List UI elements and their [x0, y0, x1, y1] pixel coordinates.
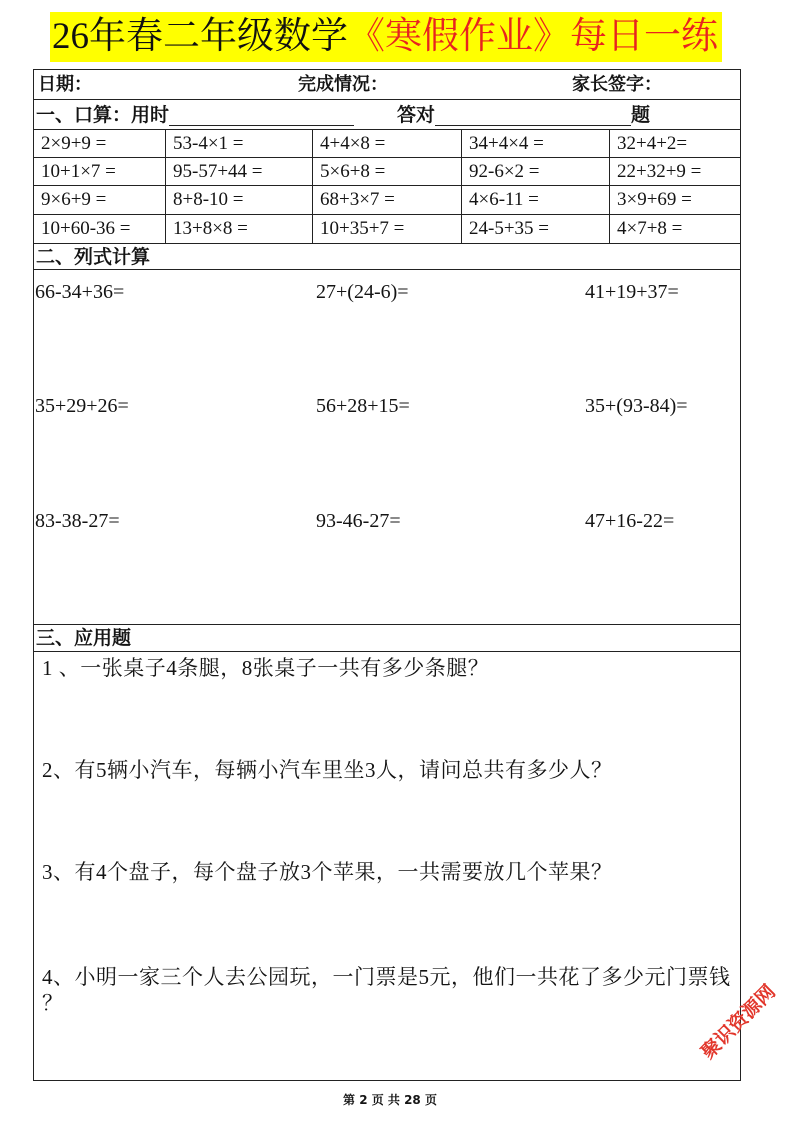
written-calc-problem: 93-46-27= — [316, 510, 401, 532]
written-calc-problem: 35+29+26= — [35, 395, 129, 417]
watermark-stamp: 聚识资源网 — [697, 980, 780, 1064]
oral-calc-row — [34, 215, 740, 244]
oral-calc-problem: 34+4×4 = — [462, 130, 610, 157]
word-problem — [42, 964, 731, 1016]
word-problems-heading: 三、应用题 — [36, 627, 132, 649]
oral-calc-problem: 32+4+2= — [617, 133, 688, 154]
oral-calc-problem: 10+1×7 = — [34, 158, 166, 185]
worksheet — [33, 69, 741, 1081]
word-problem-text: 3、有4个盘子，每个盘子放3个苹果，一共需要放几个苹果？ — [42, 860, 613, 884]
oral-calc-row — [34, 186, 740, 215]
oral-calc-row — [34, 130, 740, 158]
oral-calc-problem: 22+32+9 = — [617, 161, 702, 182]
word-problem-text: 1 、一张桌子4条腿，8张桌子一共有多少条腿？ — [42, 656, 490, 680]
oral-calc-problem: 4+4×8 = — [313, 130, 462, 157]
word-problem-text: 2、有5辆小汽车，每辆小汽车里坐3人，请问总共有多少人？ — [42, 758, 613, 782]
oral-calc-header — [34, 100, 740, 130]
parent-signature-label: 家长签字： — [572, 74, 662, 95]
written-calc-problem: 83-38-27= — [35, 510, 120, 532]
word-problems-area — [34, 652, 740, 1080]
written-calc-area — [34, 270, 740, 625]
info-row — [34, 70, 740, 100]
oral-calc-problem: 92-6×2 = — [462, 158, 610, 185]
written-calc-problem: 56+28+15= — [316, 395, 410, 417]
oral-calc-heading: 一、口算：用时 — [36, 104, 170, 126]
title-banner — [50, 12, 722, 62]
written-calc-problem: 41+19+37= — [585, 281, 679, 303]
oral-calc-problem: 4×7+8 = — [617, 218, 683, 239]
oral-calc-grid — [34, 130, 740, 244]
date-label: 日期： — [38, 74, 92, 95]
written-calc-problem: 35+(93-84)= — [585, 395, 688, 417]
oral-calc-problem: 9×6+9 = — [34, 186, 166, 214]
oral-calc-problem: 8+8-10 = — [166, 186, 313, 214]
oral-calc-problem: 95-57+44 = — [166, 158, 313, 185]
oral-calc-problem: 4×6-11 = — [462, 186, 610, 214]
written-calc-header — [34, 244, 740, 270]
completion-status-label: 完成情况： — [298, 74, 388, 95]
oral-calc-problem: 13+8×8 = — [166, 215, 313, 243]
written-calc-problem: 66-34+36= — [35, 281, 125, 303]
word-problem — [42, 859, 613, 885]
written-calc-problem: 27+(24-6)= — [316, 281, 409, 303]
oral-calc-problem: 3×9+69 = — [617, 189, 692, 210]
oral-calc-problem: 10+60-36 = — [34, 215, 166, 243]
word-problem-text-continued: ？ — [42, 991, 64, 1015]
title-homework-name: 《寒假作业》每日一练 — [348, 16, 718, 57]
question-unit-label: 题 — [631, 104, 651, 126]
oral-calc-row — [34, 158, 740, 186]
word-problem — [42, 655, 489, 681]
word-problem — [42, 757, 613, 783]
time-used-blank — [169, 105, 354, 126]
correct-count-blank — [435, 105, 631, 126]
word-problems-header — [34, 625, 740, 652]
oral-calc-problem: 5×6+8 = — [313, 158, 462, 185]
correct-count-label: 答对 — [397, 104, 436, 126]
written-calc-heading: 二、列式计算 — [36, 246, 151, 268]
oral-calc-problem: 10+35+7 = — [313, 215, 462, 243]
written-calc-problem: 47+16-22= — [585, 510, 675, 532]
word-problem-text: 4、小明一家三个人去公园玩，一门票是5元，他们一共花了多少元门票钱 — [42, 965, 731, 989]
page-number: 第 2 页 共 28 页 — [343, 1093, 437, 1107]
oral-calc-problem: 2×9+9 = — [34, 130, 166, 157]
oral-calc-problem: 53-4×1 = — [166, 130, 313, 157]
oral-calc-problem: 68+3×7 = — [313, 186, 462, 214]
oral-calc-problem: 24-5+35 = — [462, 215, 610, 243]
title-grade-subject: 26年春二年级数学 — [52, 16, 348, 57]
